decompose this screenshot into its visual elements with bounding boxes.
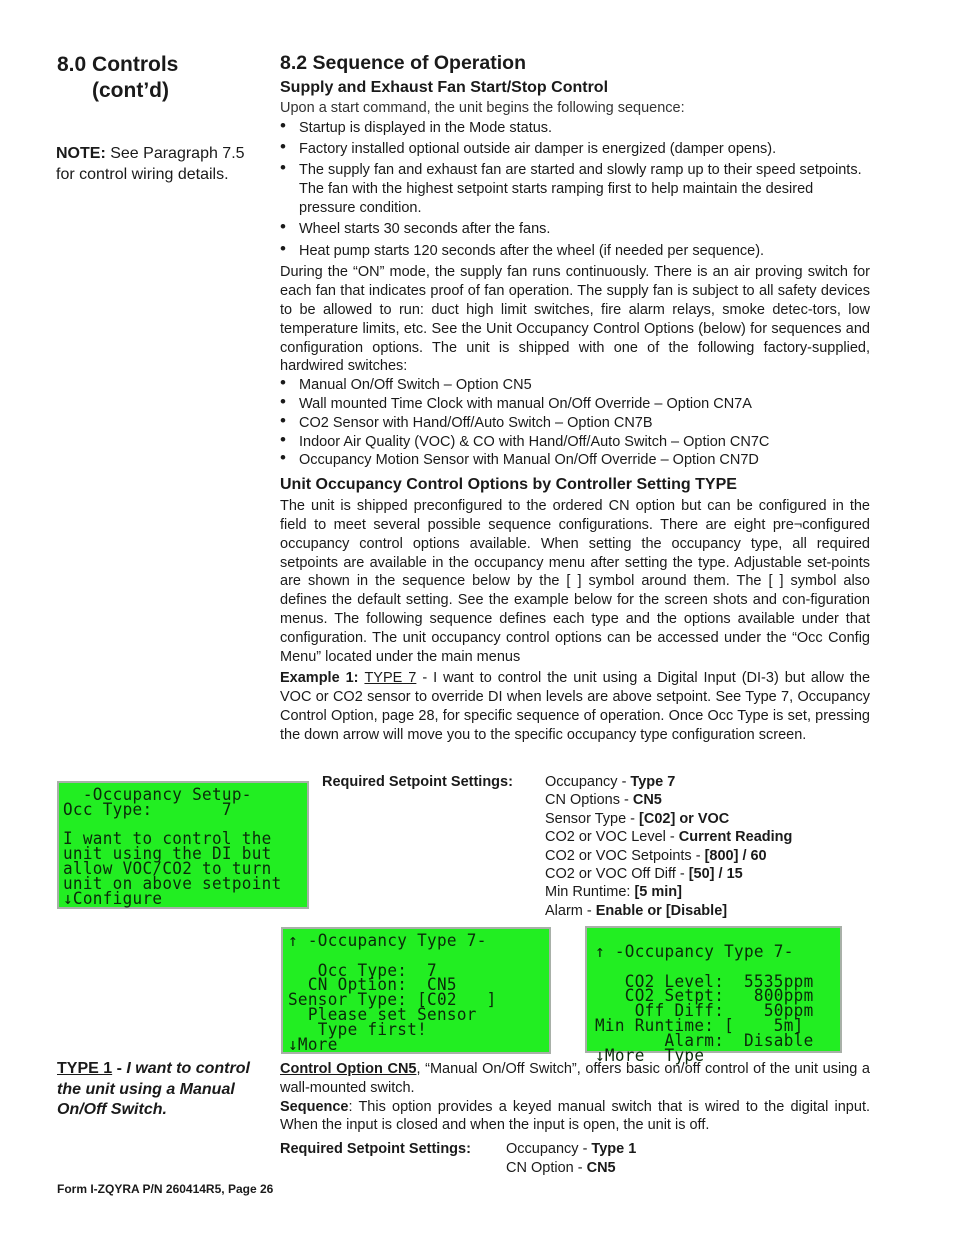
lcd-line: Alarm: Disable bbox=[595, 1030, 814, 1051]
setting-value: [800] / 60 bbox=[704, 847, 767, 864]
required-settings-label: Required Setpoint Settings: bbox=[322, 774, 513, 790]
setting-row bbox=[545, 883, 792, 901]
sequence-text: : This option provides a keyed manual switch that is wired to the digital input. When the input is closed and when the input is open, the unit is off. bbox=[280, 1098, 870, 1134]
lcd-occupancy-type7-screen bbox=[281, 927, 551, 1054]
lcd-line: ↑ -Occupancy Type 7- bbox=[595, 941, 794, 962]
lcd-line: CO2 Level: 5535ppm bbox=[595, 971, 814, 992]
lcd-line: ↓More Type bbox=[595, 1045, 705, 1066]
setting-value: [50] / 15 bbox=[688, 866, 743, 883]
example-paragraph bbox=[280, 669, 870, 744]
preconfigured-paragraph: The unit is shipped preconfigured to the ordered CN option but can be configured in the field to meet several possible sequence configurations. There are eight pre¬configured occupancy control options available. When setting the occupancy type, all required setpoints are available in the occupancy menu after setting the type. Adjustable set-points are shown in the sequence below by the [ ] symbol around them. The [ ] symbol also defines the default setting. See the example below for the screen shots and con-figuration menus. The following sequence defines each type and the options available under that configuration. The unit occupancy control options can be accessed under the “Occ Config Menu” located under the main menus bbox=[280, 498, 870, 665]
setting-value: [5 min] bbox=[634, 884, 682, 901]
setting-name: CO2 or VOC Setpoints - bbox=[545, 847, 705, 864]
fan-control-subheading: Supply and Exhaust Fan Start/Stop Control bbox=[280, 79, 609, 96]
list-item: • Wheel starts 30 seconds after the fans. bbox=[280, 220, 870, 239]
setting-name: CO2 or VOC Off Diff - bbox=[545, 866, 689, 883]
lcd-line: CN Option: CN5 bbox=[288, 974, 457, 995]
sequence-paragraph bbox=[280, 1098, 870, 1136]
note-label: NOTE: bbox=[56, 145, 106, 162]
lcd-line: Occ Type: 7 bbox=[63, 799, 232, 820]
occupancy-options-subheading: Unit Occupancy Control Options by Controller Setting TYPE bbox=[280, 476, 737, 494]
setting-name: Occupancy - bbox=[545, 774, 631, 790]
list-item: • Indoor Air Quality (VOC) & CO with Hand/Off/Auto Switch – Option CN7C bbox=[280, 433, 870, 452]
setting-name: CN Option - bbox=[506, 1160, 587, 1176]
lcd-line: Occ Type: 7 bbox=[288, 960, 437, 981]
lcd-line: Please set Sensor bbox=[288, 1004, 477, 1025]
example-text: - I want to control the unit using a Digital Input (DI-3) but allow the VOC or CO2 sensor to override DI when levels are above setpoint. See Type 7, Occupancy Control Option, page 28, for specific sequence of operation. Once Occ Type is set, pressing the down arrow will move you to the specific occupancy type configuration screen. bbox=[280, 670, 871, 743]
list-item: • Startup is displayed in the Mode status. bbox=[280, 119, 870, 138]
setting-name: Occupancy - bbox=[506, 1141, 592, 1157]
main-text-column bbox=[280, 51, 870, 745]
setting-value: CN5 bbox=[632, 792, 662, 809]
lcd-line: Type first! bbox=[288, 1019, 428, 1040]
setting-name: CO2 or VOC Level - bbox=[545, 829, 679, 846]
sequence-heading: 8.2 Sequence of Operation bbox=[280, 52, 526, 74]
lcd-occupancy-type7-co2-screen bbox=[585, 926, 842, 1066]
example-type: TYPE 7 bbox=[364, 670, 417, 687]
setting-value: Type 7 bbox=[630, 774, 676, 790]
setting-row bbox=[545, 847, 792, 865]
lcd-line: CO2 Setpt: 800ppm bbox=[595, 985, 814, 1006]
note-text: See Paragraph 7.5 for control wiring details. bbox=[56, 145, 245, 183]
list-item: • The supply fan and exhaust fan are started and slowly ramp up to their speed setpoints. The fan with the highest setpoint starts ramping first to help maintain the desired pressure condition. bbox=[280, 161, 870, 217]
sequence-label: Sequence bbox=[280, 1098, 349, 1115]
intro-text: Upon a start command, the unit begins the following sequence: bbox=[280, 100, 685, 116]
list-item: • Heat pump starts 120 seconds after the wheel (if needed per sequence). bbox=[280, 242, 870, 261]
cn5-label: Control Option CN5 bbox=[280, 1061, 417, 1077]
settings-list bbox=[545, 773, 792, 920]
type1-dash: - bbox=[112, 1060, 127, 1077]
startup-bullet-list bbox=[280, 119, 870, 261]
list-item: • Factory installed optional outside air damper is energized (damper opens). bbox=[280, 140, 870, 159]
lcd-line: unit using the DI but bbox=[63, 843, 272, 864]
setting-value: Type 1 bbox=[591, 1141, 637, 1157]
setting-row bbox=[545, 773, 792, 791]
type1-label: TYPE 1 bbox=[57, 1060, 113, 1077]
required-settings-label bbox=[280, 1140, 471, 1159]
type1-description bbox=[280, 1060, 870, 1135]
required-label-colon: : bbox=[466, 1141, 471, 1157]
setting-row bbox=[506, 1140, 636, 1159]
lcd-line: ↑ -Occupancy Type 7- bbox=[288, 930, 487, 951]
lcd-line: I want to control the bbox=[63, 828, 272, 849]
setting-name: CN Options - bbox=[545, 792, 633, 809]
lcd-occupancy-setup-screen bbox=[57, 781, 309, 909]
setting-name: Sensor Type - bbox=[545, 810, 640, 827]
setting-row bbox=[545, 865, 792, 883]
setting-value: [C02] or VOC bbox=[639, 810, 730, 827]
setting-row bbox=[545, 791, 792, 809]
setting-value: Current Reading bbox=[678, 829, 793, 846]
switch-options-list bbox=[280, 376, 870, 470]
list-item: • Manual On/Off Switch – Option CN5 bbox=[280, 376, 870, 395]
setting-name: Min Runtime: bbox=[545, 884, 635, 901]
setting-name: Alarm - bbox=[545, 902, 596, 919]
list-item: • Occupancy Motion Sensor with Manual On/Off Override – Option CN7D bbox=[280, 451, 870, 470]
setting-row bbox=[506, 1159, 636, 1178]
on-mode-paragraph: During the “ON” mode, the supply fan runs continuously. There is an air proving switch for each fan that indicates proof of fan operation. The supply fan is subject to all safety devices to be allowed to run: duct high limit switches, fire alarm relays, smoke detec-tors, low temperature limits, etc. See the Unit Occupancy Control Options (below) for sequences and configuration options. The unit is shipped with one of the following factory-supplied, hardwired switches: bbox=[280, 264, 870, 375]
page-footer: Form I-ZQYRA P/N 260414R5, Page 26 bbox=[57, 1182, 274, 1196]
cn5-text: , “Manual On/Off Switch”, offers basic on/off control of the unit using a wall-mounted switch. bbox=[280, 1061, 870, 1096]
lcd-line: unit on above setpoint bbox=[63, 873, 282, 894]
list-item: • Wall mounted Time Clock with manual On/Off Override – Option CN7A bbox=[280, 395, 870, 414]
lcd-line: -Occupancy Setup- bbox=[63, 784, 252, 805]
settings-list bbox=[506, 1140, 636, 1178]
section-title-line1: 8.0 Controls bbox=[57, 53, 179, 76]
wiring-note bbox=[56, 144, 246, 185]
example-label: Example 1: bbox=[280, 670, 365, 687]
lcd-line: Sensor Type: [C02 ] bbox=[288, 989, 497, 1010]
lcd-line: ↓Configure bbox=[63, 888, 163, 909]
lcd-line: ↓More bbox=[288, 1034, 338, 1055]
setting-row bbox=[545, 902, 792, 920]
lcd-line: Off Diff: 50ppm bbox=[595, 1000, 814, 1021]
cn5-paragraph bbox=[280, 1060, 870, 1098]
section-title bbox=[57, 52, 178, 104]
required-label-text: Required Setpoint Settings bbox=[280, 1141, 467, 1157]
setting-row bbox=[545, 828, 792, 846]
type1-text: I want to control the unit using a Manual On/Off Switch. bbox=[57, 1060, 250, 1118]
setting-value: CN5 bbox=[586, 1160, 616, 1176]
list-item: • CO2 Sensor with Hand/Off/Auto Switch – Option CN7B bbox=[280, 414, 870, 433]
section-title-line2: (cont’d) bbox=[92, 79, 169, 102]
type1-side-heading bbox=[57, 1059, 262, 1121]
setting-value: Enable or [Disable] bbox=[595, 902, 728, 919]
setting-row bbox=[545, 810, 792, 828]
lcd-line: Min Runtime: [ 5m] bbox=[595, 1015, 804, 1036]
lcd-line: allow VOC/CO2 to turn bbox=[63, 858, 272, 879]
